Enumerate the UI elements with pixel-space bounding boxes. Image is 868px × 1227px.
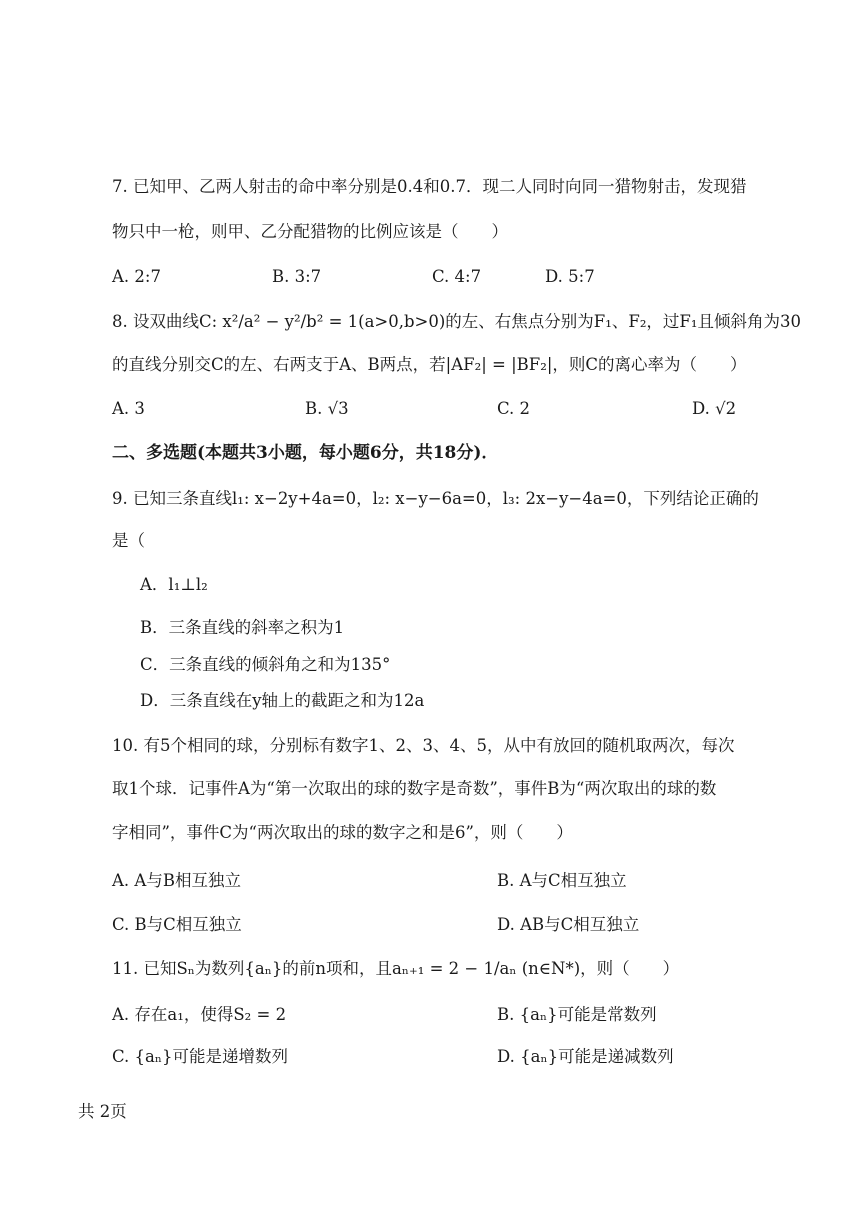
q9-option-b: B．三条直线的斜率之积为1 [140,618,345,637]
q9-option-a: A．l₁⊥l₂ [140,575,208,594]
q8-option-b: B. √3 [305,399,349,418]
q9-option-d: D．三条直线在y轴上的截距之和为12a [140,691,425,710]
q9-stem-line2: 是（ [112,531,145,550]
q8-stem-line1: 8. 设双曲线C: x²/a² − y²/b² = 1(a>0,b>0)的左、右焦点分别为F₁、F₂，过F₁且倾斜角为30 [112,312,801,331]
q10-option-b: B. A与C相互独立 [497,871,627,890]
q7-option-c: C. 4:7 [432,267,482,286]
q7-stem-line1: 7. 已知甲、乙两人射击的命中率分别是0.4和0.7．现二人同时向同一猎物射击，发现猎 [112,177,747,196]
q11-option-a: A. 存在a₁，使得S₂ = 2 [112,1005,287,1024]
q11-option-c: C. {aₙ}可能是递增数列 [112,1047,288,1066]
q10-stem-line2: 取1个球．记事件A为“第一次取出的球的数字是奇数”，事件B为“两次取出的球的数 [112,779,717,798]
q11-stem-line1: 11. 已知Sₙ为数列{aₙ}的前n项和，且aₙ₊₁ = 2 − 1/aₙ (n∈N*)，则（ ） [112,959,680,978]
section-heading-multiple-choice: 二、多选题(本题共3小题，每小题6分，共18分)． [112,443,499,463]
q9-option-c: C．三条直线的倾斜角之和为135° [140,655,391,674]
q9-stem-line1: 9. 已知三条直线l₁: x−2y+4a=0，l₂: x−y−6a=0，l₃: 2x−y−4a=0，下列结论正确的 [112,489,759,508]
q11-option-b: B. {aₙ}可能是常数列 [497,1005,657,1024]
q7-option-d: D. 5:7 [545,267,595,286]
q10-stem-line1: 10. 有5个相同的球，分别标有数字1、2、3、4、5，从中有放回的随机取两次，每次 [112,736,735,755]
q8-option-c: C. 2 [497,399,531,418]
q8-option-a: A. 3 [112,399,145,418]
q8-stem-line2: 的直线分别交C的左、右两支于A、B两点，若|AF₂| = |BF₂|，则C的离心率为（ ） [112,355,747,374]
q7-option-a: A. 2:7 [112,267,161,286]
q7-option-b: B. 3:7 [272,267,322,286]
q10-stem-line3: 字相同”，事件C为“两次取出的球的数字之和是6”，则（ ） [112,823,573,842]
q10-option-c: C. B与C相互独立 [112,915,242,934]
page-count-footer: 共 2页 [78,1102,127,1121]
q11-option-d: D. {aₙ}可能是递减数列 [497,1047,674,1066]
q10-option-d: D. AB与C相互独立 [497,915,640,934]
q8-option-d: D. √2 [692,399,737,418]
q7-stem-line2: 物只中一枪，则甲、乙分配猎物的比例应该是（ ） [112,222,508,241]
q10-option-a: A. A与B相互独立 [112,871,241,890]
